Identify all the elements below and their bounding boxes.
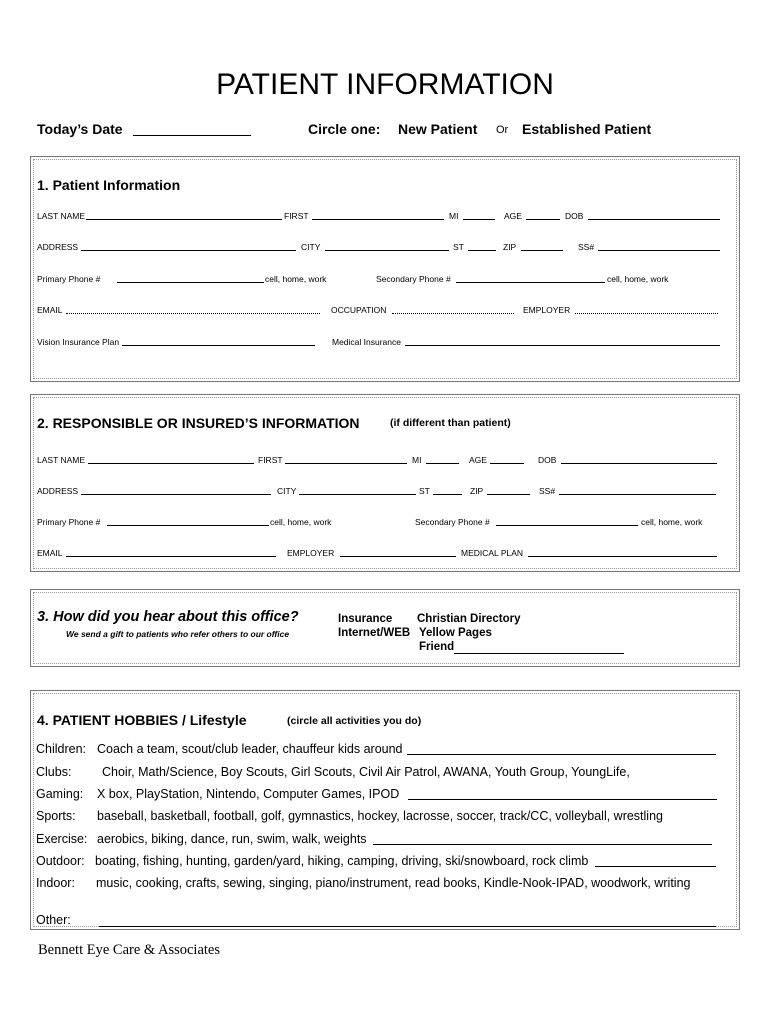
s1-ss-field[interactable] — [598, 241, 720, 251]
s1-employer-label: EMPLOYER — [523, 305, 571, 315]
s2-mi-label: MI — [412, 455, 422, 465]
christian-directory-option[interactable]: Christian Directory — [417, 613, 521, 625]
s2-mi-field[interactable] — [426, 454, 459, 464]
s1-medical-insurance-field[interactable] — [405, 336, 720, 346]
section3-note: We send a gift to patients who refer others to our office — [66, 629, 290, 639]
s1-employer-field[interactable] — [575, 304, 718, 314]
hobby-outdoor-label: Outdoor: — [36, 854, 85, 868]
hobby-gaming-label: Gaming: — [36, 787, 84, 801]
s2-zip-label: ZIP — [470, 486, 484, 496]
s1-st-label: ST — [453, 242, 464, 252]
hobby-children-options[interactable]: Coach a team, scout/club leader, chauffeur kids around — [97, 742, 403, 756]
s1-vision-plan-field[interactable] — [122, 336, 315, 346]
s1-address-field[interactable] — [81, 241, 296, 251]
section3-title: 3. How did you hear about this office? — [37, 609, 299, 625]
s1-ss-label: SS# — [578, 242, 595, 252]
s1-medical-insurance-label: Medical Insurance — [332, 337, 401, 347]
s1-email-label: EMAIL — [37, 305, 63, 315]
hobby-clubs-label: Clubs: — [36, 765, 72, 779]
s1-city-field[interactable] — [325, 241, 449, 251]
or-label: Or — [496, 124, 509, 136]
s2-primary-phone-label: Primary Phone # — [37, 517, 101, 527]
hobby-sports-label: Sports: — [36, 809, 76, 823]
s1-primary-phone-label: Primary Phone # — [37, 274, 101, 284]
s2-secondary-phone-field[interactable] — [496, 516, 638, 526]
s2-first-label: FIRST — [258, 455, 283, 465]
new-patient-option[interactable]: New Patient — [398, 121, 478, 137]
s1-dob-label: DOB — [565, 211, 584, 221]
hobby-indoor-options[interactable]: music, cooking, crafts, sewing, singing, piano/instrument, read books, Kindle-Nook-IPAD, woodwork, writing — [96, 876, 691, 890]
s1-secondary-phone-label: Secondary Phone # — [376, 274, 451, 284]
s1-st-field[interactable] — [468, 241, 496, 251]
hobby-gaming-field[interactable] — [408, 787, 717, 800]
page-title: PATIENT INFORMATION — [216, 68, 554, 101]
s2-st-label: ST — [419, 486, 430, 496]
friend-name-field[interactable] — [454, 641, 624, 654]
internet-web-option[interactable]: Internet/WEB — [338, 627, 411, 639]
friend-option[interactable]: Friend — [419, 641, 455, 653]
s1-primary-cell-home-work: cell, home, work — [265, 274, 327, 284]
s1-first-field[interactable] — [312, 210, 444, 220]
circle-one-label: Circle one: — [308, 121, 381, 137]
section1-title: 1. Patient Information — [37, 177, 181, 193]
s1-secondary-cell-home-work: cell, home, work — [607, 274, 669, 284]
yellow-pages-option[interactable]: Yellow Pages — [419, 627, 492, 639]
section2-subtitle: (if different than patient) — [390, 417, 511, 429]
s1-secondary-phone-field[interactable] — [456, 273, 605, 283]
todays-date-field[interactable] — [133, 122, 251, 136]
s1-occupation-field[interactable] — [392, 304, 514, 314]
s2-city-field[interactable] — [299, 485, 416, 495]
hobby-children-label: Children: — [36, 742, 87, 756]
s1-city-label: CITY — [301, 242, 321, 252]
s2-medical-plan-label: MEDICAL PLAN — [461, 548, 524, 558]
hobby-outdoor-options[interactable]: boating, fishing, hunting, garden/yard, hiking, camping, driving, ski/snowboard, rock climb — [95, 854, 589, 868]
s1-zip-label: ZIP — [503, 242, 517, 252]
s2-age-label: AGE — [469, 455, 487, 465]
s2-secondary-cell-home-work: cell, home, work — [641, 517, 703, 527]
s2-employer-label: EMPLOYER — [287, 548, 335, 558]
s1-last-name-field[interactable] — [86, 210, 282, 220]
s2-primary-phone-field[interactable] — [107, 516, 269, 526]
s1-vision-plan-label: Vision Insurance Plan — [37, 337, 120, 347]
hobby-clubs-options[interactable]: Choir, Math/Science, Boy Scouts, Girl Scouts, Civil Air Patrol, AWANA, Youth Group, YoungLife, — [102, 765, 630, 779]
s1-zip-field[interactable] — [521, 241, 563, 251]
hobby-exercise-options[interactable]: aerobics, biking, dance, run, swim, walk, weights — [97, 832, 367, 846]
hobby-exercise-field[interactable] — [373, 832, 712, 845]
s2-primary-cell-home-work: cell, home, work — [270, 517, 332, 527]
s1-mi-field[interactable] — [463, 210, 495, 220]
s2-first-field[interactable] — [285, 454, 407, 464]
established-patient-option[interactable]: Established Patient — [522, 121, 652, 137]
s2-zip-field[interactable] — [487, 485, 530, 495]
hobby-children-field[interactable] — [407, 742, 716, 755]
hobby-other-field[interactable] — [99, 914, 716, 927]
s2-city-label: CITY — [277, 486, 297, 496]
hobby-exercise-label: Exercise: — [36, 832, 88, 846]
s2-last-name-field[interactable] — [88, 454, 254, 464]
s1-last-name-label: LAST NAME — [37, 211, 86, 221]
s2-st-field[interactable] — [433, 485, 462, 495]
s2-dob-field[interactable] — [561, 454, 717, 464]
hobby-sports-options[interactable]: baseball, basketball, football, golf, gymnastics, hockey, lacrosse, soccer, track/CC, volleyball, wrestling — [97, 809, 663, 823]
s2-address-field[interactable] — [81, 485, 271, 495]
s1-email-field[interactable] — [66, 304, 320, 314]
s1-dob-field[interactable] — [588, 210, 720, 220]
section4-title: 4. PATIENT HOBBIES / Lifestyle — [37, 712, 247, 728]
s2-dob-label: DOB — [538, 455, 557, 465]
practice-name-footer: Bennett Eye Care & Associates — [38, 942, 221, 958]
s1-first-label: FIRST — [284, 211, 309, 221]
s1-mi-label: MI — [449, 211, 459, 221]
s2-last-name-label: LAST NAME — [37, 455, 86, 465]
s2-email-field[interactable] — [66, 547, 276, 557]
hobby-outdoor-field[interactable] — [595, 854, 716, 867]
s1-address-label: ADDRESS — [37, 242, 79, 252]
s2-address-label: ADDRESS — [37, 486, 79, 496]
hobby-gaming-options[interactable]: X box, PlayStation, Nintendo, Computer Games, IPOD — [97, 787, 400, 801]
insurance-option[interactable]: Insurance — [338, 613, 393, 625]
s1-age-field[interactable] — [526, 210, 560, 220]
s1-primary-phone-field[interactable] — [117, 273, 264, 283]
s2-secondary-phone-label: Secondary Phone # — [415, 517, 490, 527]
todays-date-label: Today’s Date — [37, 121, 123, 137]
s2-age-field[interactable] — [490, 454, 524, 464]
s2-email-label: EMAIL — [37, 548, 63, 558]
s1-occupation-label: OCCUPATION — [331, 305, 387, 315]
hobby-indoor-label: Indoor: — [36, 876, 75, 890]
s1-age-label: AGE — [504, 211, 522, 221]
s2-medical-plan-field[interactable] — [528, 547, 717, 557]
s2-employer-field[interactable] — [340, 547, 456, 557]
section4-subtitle: (circle all activities you do) — [287, 715, 422, 727]
section2-title: 2. RESPONSIBLE OR INSURED’S INFORMATION — [37, 415, 360, 431]
hobby-other-label: Other: — [36, 913, 71, 927]
s2-ss-label: SS# — [539, 486, 556, 496]
s2-ss-field[interactable] — [559, 485, 716, 495]
